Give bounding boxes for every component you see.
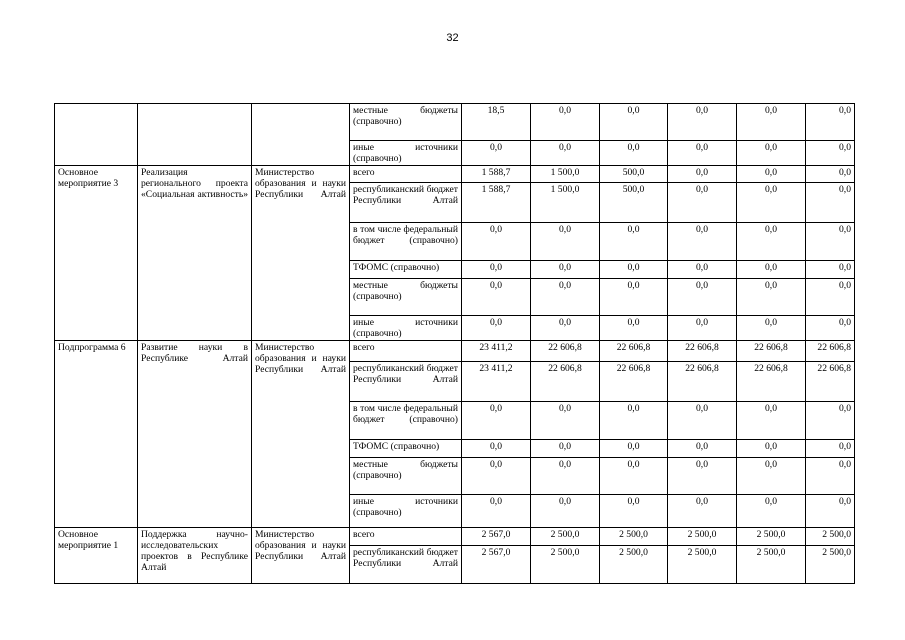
table-row xyxy=(55,166,855,183)
value-cell: 2 500,0 xyxy=(806,546,855,584)
value-cell: 22 606,8 xyxy=(600,362,668,402)
value-cell: 1 500,0 xyxy=(531,166,600,183)
value-cell: 0,0 xyxy=(462,223,531,261)
value-cell: 0,0 xyxy=(668,316,737,341)
value-cell: 0,0 xyxy=(737,495,806,528)
value-cell: 1 500,0 xyxy=(531,183,600,223)
value-cell: 0,0 xyxy=(462,141,531,166)
value-cell: 0,0 xyxy=(600,458,668,495)
value-cell: 500,0 xyxy=(600,183,668,223)
executor-cell xyxy=(252,104,350,166)
value-cell: 0,0 xyxy=(668,141,737,166)
funding-source-cell: республиканский бюджет Республики Алтай xyxy=(350,546,462,584)
value-cell: 0,0 xyxy=(668,166,737,183)
value-cell: 2 500,0 xyxy=(668,528,737,546)
funding-source-cell: республиканский бюджет Республики Алтай xyxy=(350,183,462,223)
value-cell: 0,0 xyxy=(806,316,855,341)
funding-source-cell: ТФОМС (справочно) xyxy=(350,261,462,279)
funding-source-cell: всего xyxy=(350,528,462,546)
value-cell: 0,0 xyxy=(462,402,531,440)
value-cell: 0,0 xyxy=(737,223,806,261)
funding-source-cell: местные бюджеты (справочно) xyxy=(350,458,462,495)
funding-source-cell: местные бюджеты (справочно) xyxy=(350,279,462,316)
program-name-cell: Подпрограмма 6 xyxy=(55,341,138,528)
value-cell: 0,0 xyxy=(806,279,855,316)
funding-source-cell: ТФОМС (справочно) xyxy=(350,440,462,458)
funding-source-cell: всего xyxy=(350,166,462,183)
funding-source-cell: иные источники (справочно) xyxy=(350,495,462,528)
value-cell: 0,0 xyxy=(668,440,737,458)
value-cell: 2 500,0 xyxy=(806,528,855,546)
value-cell: 0,0 xyxy=(806,183,855,223)
program-description-cell xyxy=(138,104,252,166)
value-cell: 2 567,0 xyxy=(462,546,531,584)
value-cell: 0,0 xyxy=(806,261,855,279)
value-cell: 0,0 xyxy=(806,223,855,261)
value-cell: 0,0 xyxy=(531,316,600,341)
value-cell: 2 500,0 xyxy=(600,546,668,584)
value-cell: 0,0 xyxy=(462,316,531,341)
budget-table xyxy=(54,103,855,584)
table-row xyxy=(55,341,855,362)
funding-source-cell: республиканский бюджет Республики Алтай xyxy=(350,362,462,402)
value-cell: 22 606,8 xyxy=(531,341,600,362)
value-cell: 2 500,0 xyxy=(600,528,668,546)
value-cell: 0,0 xyxy=(531,495,600,528)
value-cell: 0,0 xyxy=(668,402,737,440)
value-cell: 0,0 xyxy=(600,495,668,528)
funding-source-cell: иные источники (справочно) xyxy=(350,316,462,341)
value-cell: 0,0 xyxy=(531,104,600,141)
value-cell: 22 606,8 xyxy=(668,362,737,402)
value-cell: 0,0 xyxy=(531,402,600,440)
value-cell: 0,0 xyxy=(531,261,600,279)
value-cell: 22 606,8 xyxy=(737,341,806,362)
value-cell: 2 500,0 xyxy=(737,546,806,584)
program-name-cell: Основное мероприятие 1 xyxy=(55,528,138,584)
value-cell: 0,0 xyxy=(668,495,737,528)
value-cell: 0,0 xyxy=(600,261,668,279)
funding-source-cell: в том числе федеральный бюджет (справочно) xyxy=(350,223,462,261)
value-cell: 0,0 xyxy=(668,261,737,279)
value-cell: 1 588,7 xyxy=(462,166,531,183)
value-cell: 0,0 xyxy=(462,495,531,528)
value-cell: 0,0 xyxy=(531,440,600,458)
value-cell: 0,0 xyxy=(462,440,531,458)
value-cell: 22 606,8 xyxy=(806,362,855,402)
value-cell: 0,0 xyxy=(600,141,668,166)
program-description-cell: Развитие науки в Республике Алтай xyxy=(138,341,252,528)
value-cell: 0,0 xyxy=(462,279,531,316)
funding-source-cell: всего xyxy=(350,341,462,362)
value-cell: 0,0 xyxy=(806,458,855,495)
table-row xyxy=(55,528,855,546)
value-cell: 0,0 xyxy=(531,141,600,166)
value-cell: 2 500,0 xyxy=(668,546,737,584)
executor-cell: Министерство образования и науки Республики Алтай xyxy=(252,528,350,584)
value-cell: 2 500,0 xyxy=(531,546,600,584)
value-cell: 0,0 xyxy=(600,440,668,458)
value-cell: 0,0 xyxy=(531,279,600,316)
value-cell: 0,0 xyxy=(600,402,668,440)
value-cell: 0,0 xyxy=(462,458,531,495)
value-cell: 0,0 xyxy=(806,141,855,166)
executor-cell: Министерство образования и науки Республики Алтай xyxy=(252,166,350,341)
value-cell: 22 606,8 xyxy=(600,341,668,362)
program-description-cell: Реализация регионального проекта «Социальная активность» xyxy=(138,166,252,341)
funding-source-cell: иные источники (справочно) xyxy=(350,141,462,166)
value-cell: 0,0 xyxy=(737,166,806,183)
value-cell: 0,0 xyxy=(531,458,600,495)
value-cell: 1 588,7 xyxy=(462,183,531,223)
executor-cell: Министерство образования и науки Республики Алтай xyxy=(252,341,350,528)
value-cell: 0,0 xyxy=(737,104,806,141)
value-cell: 0,0 xyxy=(737,440,806,458)
value-cell: 0,0 xyxy=(737,141,806,166)
value-cell: 0,0 xyxy=(737,458,806,495)
value-cell: 22 606,8 xyxy=(737,362,806,402)
value-cell: 0,0 xyxy=(600,279,668,316)
table-row xyxy=(55,104,855,141)
program-name-cell xyxy=(55,104,138,166)
value-cell: 0,0 xyxy=(806,402,855,440)
value-cell: 2 567,0 xyxy=(462,528,531,546)
value-cell: 0,0 xyxy=(806,495,855,528)
value-cell: 22 606,8 xyxy=(668,341,737,362)
value-cell: 0,0 xyxy=(668,183,737,223)
value-cell: 2 500,0 xyxy=(531,528,600,546)
value-cell: 23 411,2 xyxy=(462,362,531,402)
value-cell: 0,0 xyxy=(531,223,600,261)
program-name-cell: Основное мероприятие 3 xyxy=(55,166,138,341)
program-description-cell: Поддержка научно-исследовательских проектов в Республике Алтай xyxy=(138,528,252,584)
value-cell: 18,5 xyxy=(462,104,531,141)
value-cell: 0,0 xyxy=(737,316,806,341)
funding-source-cell: местные бюджеты (справочно) xyxy=(350,104,462,141)
value-cell: 0,0 xyxy=(668,458,737,495)
value-cell: 0,0 xyxy=(600,104,668,141)
value-cell: 0,0 xyxy=(668,223,737,261)
value-cell: 500,0 xyxy=(600,166,668,183)
value-cell: 2 500,0 xyxy=(737,528,806,546)
value-cell: 0,0 xyxy=(737,261,806,279)
value-cell: 0,0 xyxy=(737,183,806,223)
value-cell: 0,0 xyxy=(668,279,737,316)
value-cell: 0,0 xyxy=(737,279,806,316)
value-cell: 0,0 xyxy=(806,104,855,141)
value-cell: 0,0 xyxy=(668,104,737,141)
value-cell: 0,0 xyxy=(737,402,806,440)
value-cell: 0,0 xyxy=(806,166,855,183)
value-cell: 0,0 xyxy=(806,440,855,458)
value-cell: 23 411,2 xyxy=(462,341,531,362)
page-number: 32 xyxy=(446,32,459,44)
value-cell: 0,0 xyxy=(600,316,668,341)
value-cell: 22 606,8 xyxy=(531,362,600,402)
funding-source-cell: в том числе федеральный бюджет (справочно) xyxy=(350,402,462,440)
value-cell: 22 606,8 xyxy=(806,341,855,362)
value-cell: 0,0 xyxy=(600,223,668,261)
value-cell: 0,0 xyxy=(462,261,531,279)
